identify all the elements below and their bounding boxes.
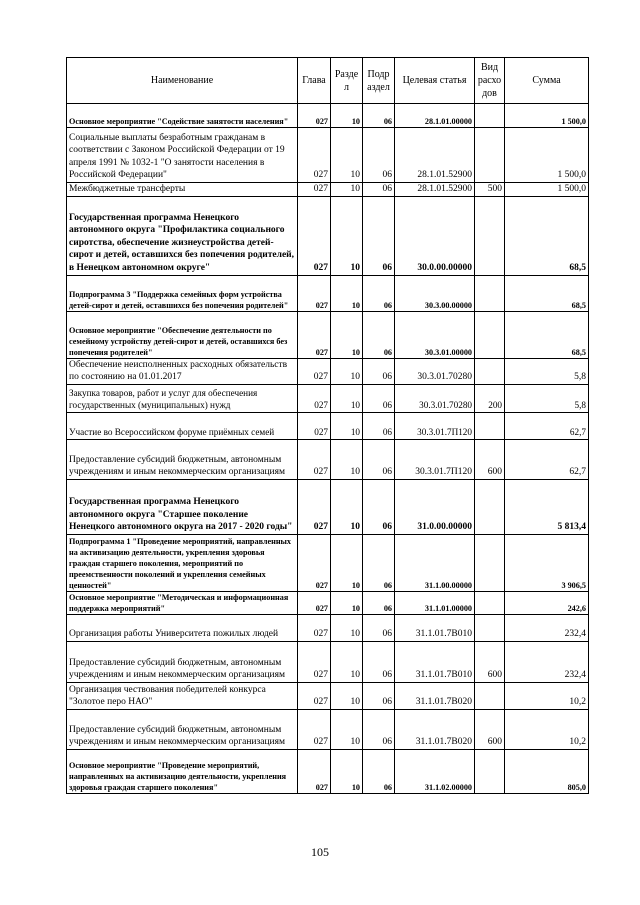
table-row (67, 275, 589, 311)
cell-chapter: 027 (298, 439, 331, 479)
cell-name: Предоставление субсидий бюджетным, автономным учреждениям и иным некоммерческим организациям (67, 709, 298, 749)
cell-name: Основное мероприятие "Обеспечение деятельности по семейному устройству детей-сирот и детей, оставшихся без попечения родителей" (67, 311, 298, 358)
cell-target: 28.1.01.52900 (395, 183, 475, 197)
table-row (67, 682, 589, 709)
cell-target: 28.1.01.52900 (395, 128, 475, 183)
table-row (67, 614, 589, 641)
cell-exp-type: 600 (475, 439, 505, 479)
cell-sum: 242,6 (505, 591, 589, 614)
cell-chapter: 027 (298, 682, 331, 709)
cell-section: 10 (331, 479, 363, 534)
cell-exp-type (475, 196, 505, 275)
cell-subsection: 06 (363, 196, 395, 275)
cell-sum: 5,8 (505, 384, 589, 412)
header-sum: Сумма (505, 58, 589, 104)
cell-sum: 1 500,0 (505, 183, 589, 197)
cell-exp-type: 600 (475, 641, 505, 682)
cell-sum: 62,7 (505, 439, 589, 479)
cell-section: 10 (331, 709, 363, 749)
cell-chapter: 027 (298, 311, 331, 358)
cell-subsection: 06 (363, 709, 395, 749)
cell-target: 30.3.01.7П120 (395, 412, 475, 439)
cell-section: 10 (331, 749, 363, 793)
cell-exp-type: 500 (475, 183, 505, 197)
table-row (67, 183, 589, 197)
cell-name: Обеспечение неисполненных расходных обязательств по состоянию на 01.01.2017 (67, 358, 298, 384)
table-row (67, 709, 589, 749)
table-row (67, 749, 589, 793)
cell-target: 30.3.00.00000 (395, 275, 475, 311)
cell-section: 10 (331, 104, 363, 128)
cell-target: 31.1.01.00000 (395, 591, 475, 614)
page-number: 105 (311, 845, 329, 859)
cell-exp-type (475, 275, 505, 311)
cell-name: Закупка товаров, работ и услуг для обеспечения государственных (муниципальных) нужд (67, 384, 298, 412)
cell-chapter: 027 (298, 534, 331, 591)
header-section: Разде л (331, 58, 363, 104)
cell-chapter: 027 (298, 749, 331, 793)
cell-name: Государственная программа Ненецкого автономного округа "Профилактика социального сиротства, обеспечение жизнеустройства детей-сирот и детей, оставшихся без попечения родителей, в Ненецком автономном округе" (67, 196, 298, 275)
cell-section: 10 (331, 682, 363, 709)
cell-sum: 5 813,4 (505, 479, 589, 534)
cell-name: Участие во Всероссийском форуме приёмных семей (67, 412, 298, 439)
cell-target: 30.3.01.70280 (395, 384, 475, 412)
cell-exp-type: 200 (475, 384, 505, 412)
cell-name: Основное мероприятие "Содействие занятости населения" (67, 104, 298, 128)
cell-subsection: 06 (363, 358, 395, 384)
cell-sum: 232,4 (505, 641, 589, 682)
cell-name: Основное мероприятие "Проведение мероприятий, направленных на активизацию деятельности, укрепления здоровья граждан старшего поколения" (67, 749, 298, 793)
cell-chapter: 027 (298, 591, 331, 614)
cell-section: 10 (331, 196, 363, 275)
table-row (67, 196, 589, 275)
cell-sum: 1 500,0 (505, 104, 589, 128)
cell-section: 10 (331, 183, 363, 197)
table-row (67, 479, 589, 534)
cell-exp-type (475, 614, 505, 641)
cell-target: 31.1.01.7В020 (395, 709, 475, 749)
cell-exp-type (475, 749, 505, 793)
cell-chapter: 027 (298, 183, 331, 197)
cell-section: 10 (331, 128, 363, 183)
cell-subsection: 06 (363, 534, 395, 591)
cell-name: Предоставление субсидий бюджетным, автономным учреждениям и иным некоммерческим организациям (67, 641, 298, 682)
cell-subsection: 06 (363, 641, 395, 682)
cell-exp-type: 600 (475, 709, 505, 749)
cell-chapter: 027 (298, 641, 331, 682)
table-row (67, 591, 589, 614)
header-row (67, 58, 589, 104)
cell-section: 10 (331, 641, 363, 682)
cell-sum: 232,4 (505, 614, 589, 641)
table-row (67, 128, 589, 183)
header-name: Наименование (67, 58, 298, 104)
cell-chapter: 027 (298, 104, 331, 128)
cell-section: 10 (331, 591, 363, 614)
cell-chapter: 027 (298, 384, 331, 412)
table-row (67, 384, 589, 412)
cell-name: Социальные выплаты безработным гражданам в соответствии с Законом Российской Федерации от 19 апреля 1991 № 1032-1 "О занятости населения в Российской Федерации" (67, 128, 298, 183)
header-chapter: Глава (298, 58, 331, 104)
cell-sum: 805,0 (505, 749, 589, 793)
cell-chapter: 027 (298, 196, 331, 275)
cell-subsection: 06 (363, 128, 395, 183)
cell-section: 10 (331, 275, 363, 311)
cell-target: 30.0.00.00000 (395, 196, 475, 275)
cell-chapter: 027 (298, 614, 331, 641)
cell-chapter: 027 (298, 479, 331, 534)
cell-target: 31.1.01.7В010 (395, 641, 475, 682)
cell-sum: 10,2 (505, 709, 589, 749)
cell-name: Подпрограмма 3 "Поддержка семейных форм устройства детей-сирот и детей, оставшихся без попечения родителей" (67, 275, 298, 311)
cell-name: Основное мероприятие "Методическая и информационная поддержка мероприятий" (67, 591, 298, 614)
cell-subsection: 06 (363, 749, 395, 793)
cell-exp-type (475, 591, 505, 614)
table-row (67, 439, 589, 479)
cell-target: 30.3.01.7П120 (395, 439, 475, 479)
cell-exp-type (475, 358, 505, 384)
cell-subsection: 06 (363, 104, 395, 128)
table-row (67, 641, 589, 682)
cell-target: 31.1.01.7В010 (395, 614, 475, 641)
table-row (67, 104, 589, 128)
cell-name: Предоставление субсидий бюджетным, автономным учреждениям и иным некоммерческим организациям (67, 439, 298, 479)
cell-name: Межбюджетные трансферты (67, 183, 298, 197)
cell-section: 10 (331, 358, 363, 384)
cell-exp-type (475, 412, 505, 439)
cell-subsection: 06 (363, 479, 395, 534)
cell-sum: 68,5 (505, 311, 589, 358)
cell-chapter: 027 (298, 709, 331, 749)
cell-subsection: 06 (363, 682, 395, 709)
table-row (67, 311, 589, 358)
cell-section: 10 (331, 614, 363, 641)
cell-sum: 68,5 (505, 196, 589, 275)
cell-sum: 62,7 (505, 412, 589, 439)
cell-sum: 68,5 (505, 275, 589, 311)
cell-sum: 5,8 (505, 358, 589, 384)
cell-section: 10 (331, 439, 363, 479)
header-exp-type: Вид расхо дов (475, 58, 505, 104)
cell-target: 30.3.01.70280 (395, 358, 475, 384)
table-row (67, 412, 589, 439)
cell-exp-type (475, 534, 505, 591)
cell-exp-type (475, 682, 505, 709)
cell-exp-type (475, 311, 505, 358)
cell-section: 10 (331, 412, 363, 439)
cell-subsection: 06 (363, 384, 395, 412)
cell-subsection: 06 (363, 439, 395, 479)
cell-target: 30.3.01.00000 (395, 311, 475, 358)
cell-section: 10 (331, 384, 363, 412)
cell-target: 31.1.02.00000 (395, 749, 475, 793)
cell-subsection: 06 (363, 412, 395, 439)
table-row (67, 358, 589, 384)
cell-target: 31.0.00.00000 (395, 479, 475, 534)
cell-sum: 3 906,5 (505, 534, 589, 591)
cell-subsection: 06 (363, 591, 395, 614)
cell-chapter: 027 (298, 412, 331, 439)
cell-subsection: 06 (363, 183, 395, 197)
cell-name: Подпрограмма 1 "Проведение мероприятий, направленных на активизацию деятельности, укрепления здоровья граждан старшего поколения, мероприятий по преемственности поколений и укрепления семейных ценностей" (67, 534, 298, 591)
header-target: Целевая статья (395, 58, 475, 104)
cell-exp-type (475, 104, 505, 128)
cell-subsection: 06 (363, 275, 395, 311)
cell-target: 31.1.00.00000 (395, 534, 475, 591)
table-row (67, 534, 589, 591)
cell-exp-type (475, 128, 505, 183)
budget-table (66, 57, 589, 794)
cell-section: 10 (331, 311, 363, 358)
cell-section: 10 (331, 534, 363, 591)
cell-sum: 1 500,0 (505, 128, 589, 183)
cell-exp-type (475, 479, 505, 534)
cell-name: Государственная программа Ненецкого автономного округа "Старшее поколение Ненецкого автономного округа на 2017 - 2020 годы" (67, 479, 298, 534)
cell-target: 28.1.01.00000 (395, 104, 475, 128)
cell-target: 31.1.01.7В020 (395, 682, 475, 709)
cell-sum: 10,2 (505, 682, 589, 709)
cell-name: Организация чествования победителей конкурса "Золотое перо НАО" (67, 682, 298, 709)
cell-chapter: 027 (298, 275, 331, 311)
cell-subsection: 06 (363, 614, 395, 641)
header-subsection: Подр аздел (363, 58, 395, 104)
cell-name: Организация работы Университета пожилых людей (67, 614, 298, 641)
cell-subsection: 06 (363, 311, 395, 358)
cell-chapter: 027 (298, 128, 331, 183)
cell-chapter: 027 (298, 358, 331, 384)
